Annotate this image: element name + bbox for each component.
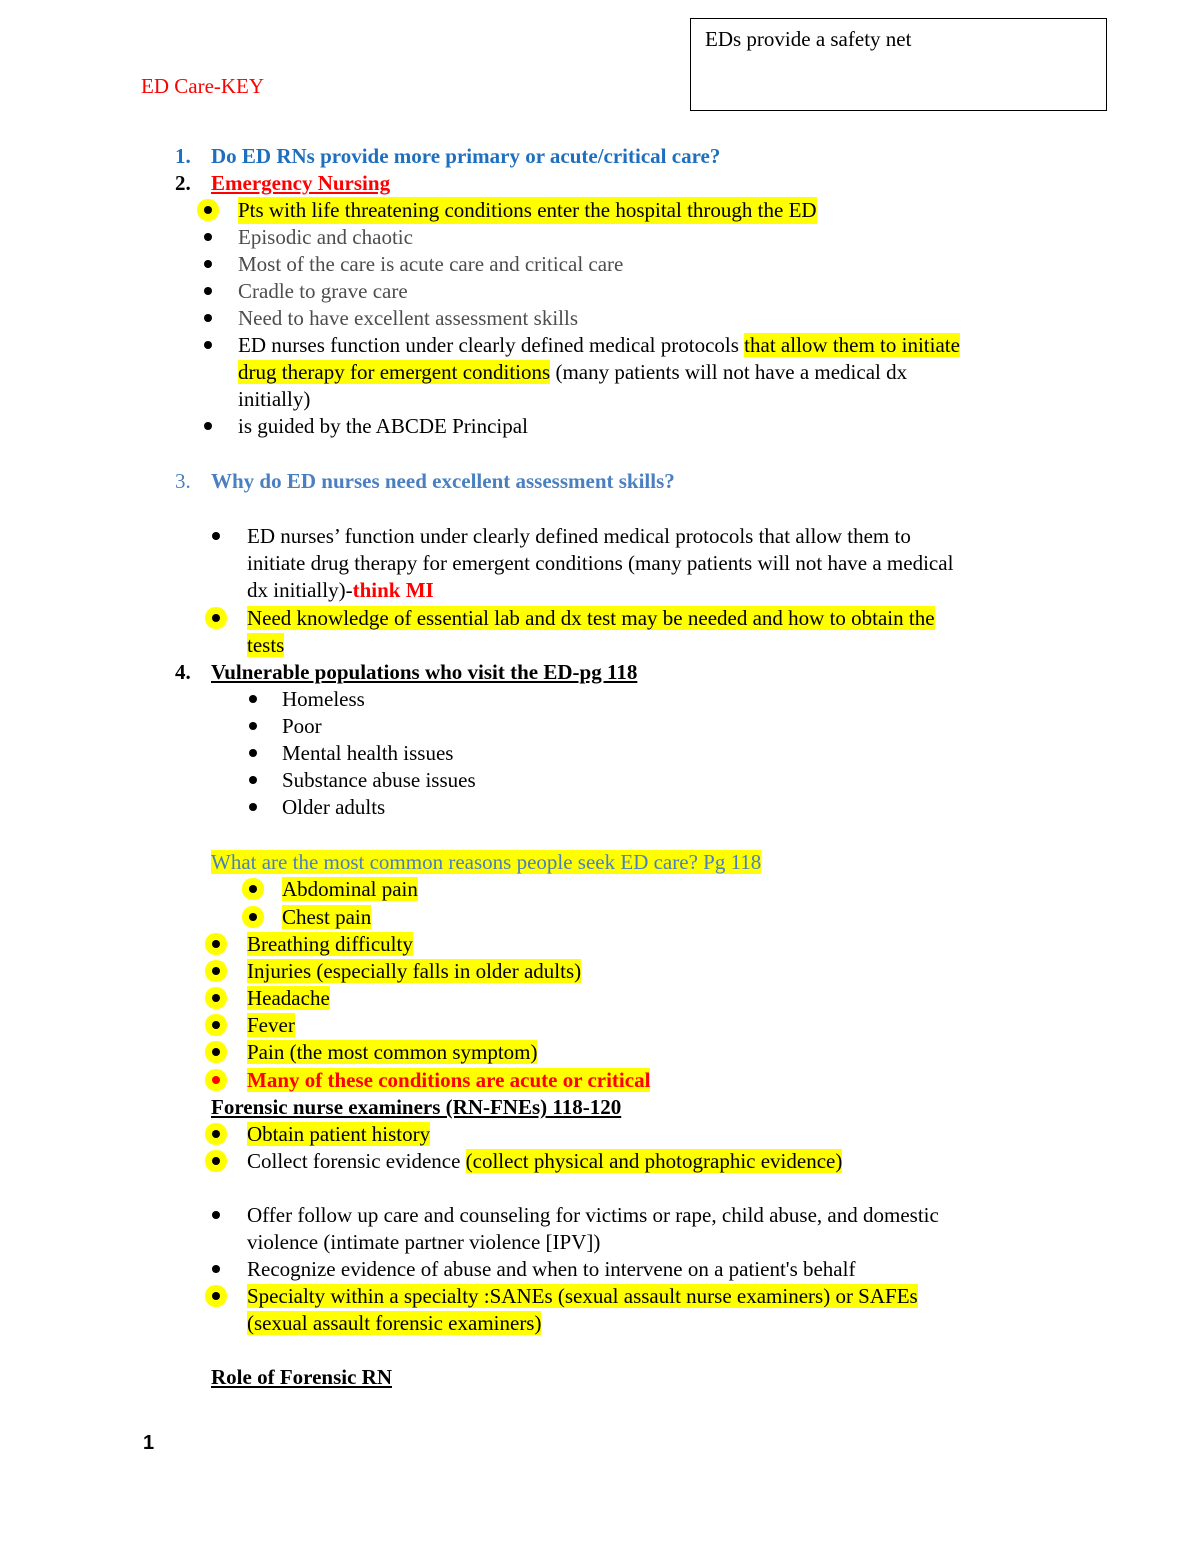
list-item-highlight: (collect physical and photographic evidence) bbox=[465, 1149, 843, 1173]
bullet-icon bbox=[212, 967, 220, 975]
emphasis-text: Many of these conditions are acute or critical bbox=[247, 1068, 651, 1092]
list-item-continued: violence (intimate partner violence [IPV]) bbox=[247, 1230, 601, 1254]
bullet-icon bbox=[212, 614, 220, 622]
list-item: Need to have excellent assessment skills bbox=[238, 306, 578, 330]
q2-number: 2. bbox=[175, 171, 191, 195]
q2-heading: Emergency Nursing bbox=[211, 171, 391, 195]
list-item-text: Abdominal pain bbox=[282, 877, 418, 901]
answer-line bbox=[247, 632, 284, 659]
bullet-icon bbox=[204, 233, 212, 241]
list-item: Most of the care is acute care and critical care bbox=[238, 252, 624, 276]
list-item-continued bbox=[247, 1310, 541, 1337]
list-item-text: Headache bbox=[247, 986, 330, 1010]
bullet-icon bbox=[212, 994, 220, 1002]
list-item: Substance abuse issues bbox=[282, 768, 476, 792]
protocol-highlight: that allow them to initiate bbox=[744, 333, 960, 357]
list-item-text: Breathing difficulty bbox=[247, 932, 413, 956]
reasons-question-text: What are the most common reasons people seek ED care? Pg 118 bbox=[211, 850, 762, 874]
q3-number: 3. bbox=[175, 469, 191, 493]
protocol-text: ED nurses function under clearly defined medical protocols bbox=[238, 333, 745, 357]
role-heading: Role of Forensic RN bbox=[211, 1365, 392, 1389]
list-item-text: Chest pain bbox=[282, 905, 372, 929]
bullet-icon bbox=[212, 1130, 220, 1138]
q3-question: Why do ED nurses need excellent assessment skills? bbox=[211, 469, 675, 493]
reasons-question bbox=[211, 849, 761, 876]
document-title: ED Care-KEY bbox=[141, 74, 265, 98]
page-number: 1 bbox=[143, 1432, 155, 1454]
list-item: Offer follow up care and counseling for victims or rape, child abuse, and domestic bbox=[247, 1203, 939, 1227]
bullet-icon bbox=[249, 749, 257, 757]
answer-line bbox=[247, 605, 935, 632]
bullet-icon bbox=[212, 1076, 220, 1084]
bullet-icon bbox=[249, 776, 257, 784]
protocol-line-2 bbox=[238, 359, 907, 386]
list-item bbox=[247, 958, 581, 985]
bullet-icon bbox=[204, 341, 212, 349]
list-item bbox=[247, 985, 330, 1012]
answer-line: initiate drug therapy for emergent conditions (many patients will not have a medical bbox=[247, 551, 954, 575]
list-item bbox=[282, 904, 371, 931]
bullet-icon bbox=[212, 1211, 220, 1219]
bullet-icon bbox=[204, 260, 212, 268]
q4-heading: Vulnerable populations who visit the ED-pg 118 bbox=[211, 660, 638, 684]
list-item: is guided by the ABCDE Principal bbox=[238, 414, 528, 438]
list-item bbox=[282, 876, 418, 903]
bullet-icon bbox=[212, 1021, 220, 1029]
answer-line: ED nurses’ function under clearly defined medical protocols that allow them to bbox=[247, 524, 911, 548]
list-item-text: Pain (the most common symptom) bbox=[247, 1040, 538, 1064]
answer-text: dx initially)- bbox=[247, 578, 353, 602]
bullet-icon bbox=[204, 314, 212, 322]
q1-question: Do ED RNs provide more primary or acute/critical care? bbox=[211, 144, 721, 168]
list-item: Older adults bbox=[282, 795, 386, 819]
list-item bbox=[247, 1039, 537, 1066]
bullet-icon bbox=[212, 1292, 220, 1300]
bullet-icon bbox=[204, 206, 212, 214]
q1-number: 1. bbox=[175, 144, 191, 168]
bullet-icon bbox=[212, 1265, 220, 1273]
list-item bbox=[247, 1121, 430, 1148]
bullet-icon bbox=[212, 1048, 220, 1056]
callout-text: EDs provide a safety net bbox=[705, 27, 912, 51]
list-item bbox=[247, 1148, 842, 1175]
list-item: Homeless bbox=[282, 687, 365, 711]
callout-box bbox=[690, 18, 1107, 111]
bullet-icon bbox=[249, 885, 257, 893]
protocol-text: (many patients will not have a medical dx bbox=[550, 360, 908, 384]
protocol-line-3: initially) bbox=[238, 387, 311, 411]
list-item: Episodic and chaotic bbox=[238, 225, 413, 249]
list-item: Cradle to grave care bbox=[238, 279, 408, 303]
list-item-text: Obtain patient history bbox=[247, 1122, 431, 1146]
q4-number: 4. bbox=[175, 660, 191, 684]
list-item: Pts with life threatening conditions enter the hospital through the ED bbox=[238, 198, 817, 222]
list-item: Mental health issues bbox=[282, 741, 454, 765]
list-item-text: Fever bbox=[247, 1013, 295, 1037]
think-mi-emphasis: think MI bbox=[352, 578, 434, 602]
protocol-line-1 bbox=[238, 332, 960, 359]
list-item bbox=[247, 1012, 295, 1039]
bullet-icon bbox=[212, 940, 220, 948]
list-item-text: (sexual assault forensic examiners) bbox=[247, 1311, 542, 1335]
list-item-text: Injuries (especially falls in older adults) bbox=[247, 959, 582, 983]
list-item-text: Collect forensic evidence bbox=[247, 1149, 466, 1173]
protocol-highlight: drug therapy for emergent conditions bbox=[238, 360, 551, 384]
list-item: Poor bbox=[282, 714, 322, 738]
list-item: Recognize evidence of abuse and when to intervene on a patient's behalf bbox=[247, 1257, 856, 1281]
bullet-icon bbox=[249, 722, 257, 730]
list-item bbox=[247, 931, 413, 958]
bullet-icon bbox=[249, 695, 257, 703]
forensic-heading: Forensic nurse examiners (RN-FNEs) 118-120 bbox=[211, 1095, 622, 1119]
answer-highlight: tests bbox=[247, 633, 285, 657]
bullet-icon bbox=[212, 1157, 220, 1165]
bullet-icon bbox=[249, 913, 257, 921]
answer-line bbox=[247, 577, 434, 604]
bullet-icon bbox=[249, 803, 257, 811]
answer-highlight: Need knowledge of essential lab and dx test may be needed and how to obtain the bbox=[247, 606, 935, 630]
emphasis-item bbox=[247, 1067, 650, 1094]
list-item bbox=[247, 1283, 918, 1310]
list-item-text: Specialty within a specialty :SANEs (sexual assault nurse examiners) or SAFEs bbox=[247, 1284, 918, 1308]
bullet-icon bbox=[212, 532, 220, 540]
bullet-icon bbox=[204, 287, 212, 295]
bullet-icon bbox=[204, 422, 212, 430]
